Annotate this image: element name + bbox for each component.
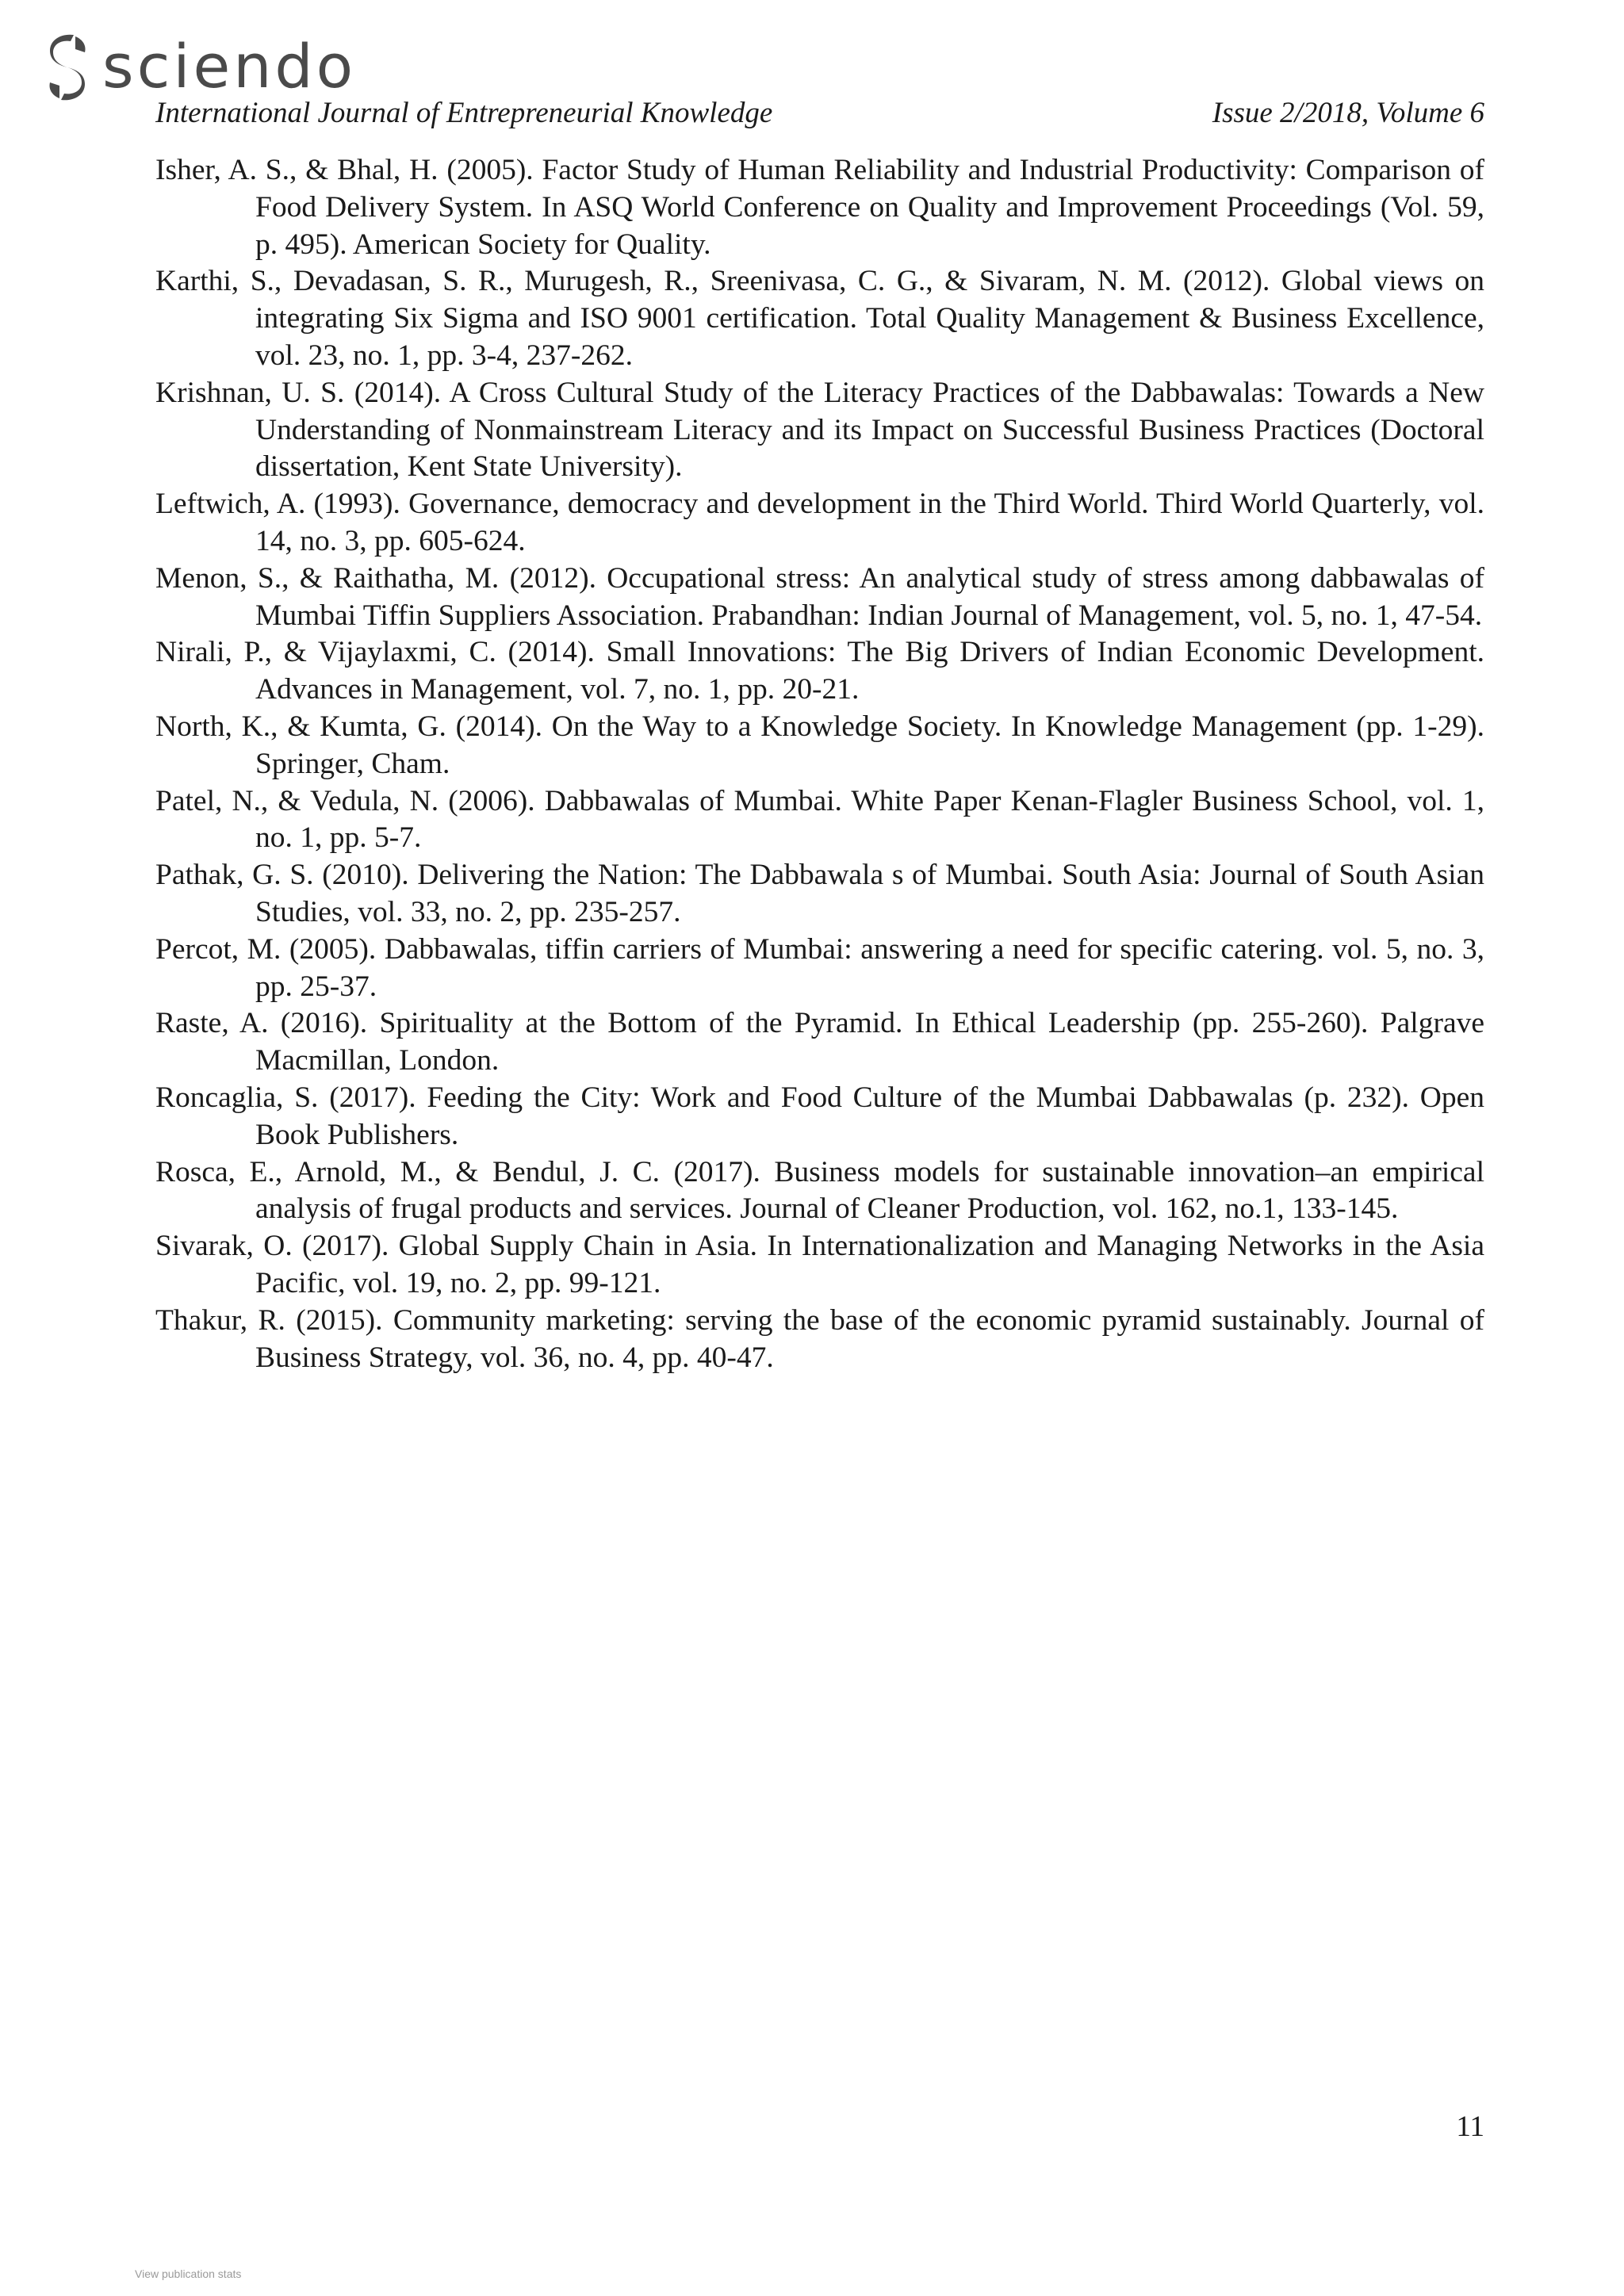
reference-entry: Pathak, G. S. (2010). Delivering the Nation: The Dabbawala s of Mumbai. South Asia: Journal of South Asian Studies, vol. 33, no. 2, pp. 235-257. [155,859,1484,928]
reference-entry: Rosca, E., Arnold, M., & Bendul, J. C. (2017). Business models for sustainable innovation–an empirical analysis of frugal products and services. Journal of Cleaner Production, vol. 162, no.1, 133-145. [155,1155,1484,1226]
reference-list [155,152,1484,1376]
reference-entry: Menon, S., & Raithatha, M. (2012). Occupational stress: An analytical study of stress among dabbawalas of Mumbai Tiffin Suppliers Association. Prabandhan: Indian Journal of Management, vol. 5, no. 1, 47-54. [155,561,1484,632]
reference-entry: Patel, N., & Vedula, N. (2006). Dabbawalas of Mumbai. White Paper Kenan-Flagler Business School, vol. 1, no. 1, pp. 5-7. [155,784,1484,855]
reference-entry: Karthi, S., Devadasan, S. R., Murugesh, R., Sreenivasa, C. G., & Sivaram, N. M. (2012). Global views on integrating Six Sigma and ISO 9001 certification. Total Quality Management & Business Excellence, vol. 23, no. 1, pp. 3-4, 237-262. [155,265,1484,372]
reference-entry: Sivarak, O. (2017). Global Supply Chain in Asia. In Internationalization and Managing Networks in the Asia Pacific, vol. 19, no. 2, pp. 99-121. [155,1230,1484,1299]
reference-entry: Isher, A. S., & Bhal, H. (2005). Factor Study of Human Reliability and Industrial Productivity: Comparison of Food Delivery System. In ASQ World Conference on Quality and Improvement Proceedings (Vol. 59, p. 495). American Society for Quality. [155,154,1484,261]
reference-entry: Nirali, P., & Vijaylaxmi, C. (2014). Small Innovations: The Big Drivers of Indian Economic Development. Advances in Management, vol. 7, no. 1, pp. 20-21. [155,636,1484,706]
sciendo-logo [44,30,356,105]
reference-entry: Roncaglia, S. (2017). Feeding the City: Work and Food Culture of the Mumbai Dabbawalas (p. 232). Open Book Publishers. [155,1081,1484,1151]
view-publication-stats-link[interactable]: View publication stats [135,2267,242,2280]
journal-title: International Journal of Entrepreneurial Knowledge [155,97,773,129]
reference-entry: Percot, M. (2005). Dabbawalas, tiffin carriers of Mumbai: answering a need for specific catering. vol. 5, no. 3, pp. 25-37. [155,932,1484,1003]
reference-entry: North, K., & Kumta, G. (2014). On the Way to a Knowledge Society. In Knowledge Management (pp. 1-29). Springer, Cham. [155,710,1484,780]
reference-entry: Krishnan, U. S. (2014). A Cross Cultural Study of the Literacy Practices of the Dabbawalas: Towards a New Understanding of Nonmainstream Literacy and its Impact on Successful Business Practices (Doctoral dissertation, Kent State University). [155,376,1484,484]
reference-entry: Raste, A. (2016). Spirituality at the Bottom of the Pyramid. In Ethical Leadership (pp. 255-260). Palgrave Macmillan, London. [155,1007,1484,1077]
reference-entry: Leftwich, A. (1993). Governance, democracy and development in the Third World. Third World Quarterly, vol. 14, no. 3, pp. 605-624. [155,488,1484,557]
issue-info: Issue 2/2018, Volume 6 [1212,97,1484,129]
running-header [155,95,1484,132]
page-number: 11 [1456,2110,1484,2143]
sciendo-s-logo-icon [44,30,91,105]
reference-entry: Thakur, R. (2015). Community marketing: serving the base of the economic pyramid sustainably. Journal of Business Strategy, vol. 36, no. 4, pp. 40-47. [155,1303,1484,1374]
logo-text: sciendo [102,30,357,101]
